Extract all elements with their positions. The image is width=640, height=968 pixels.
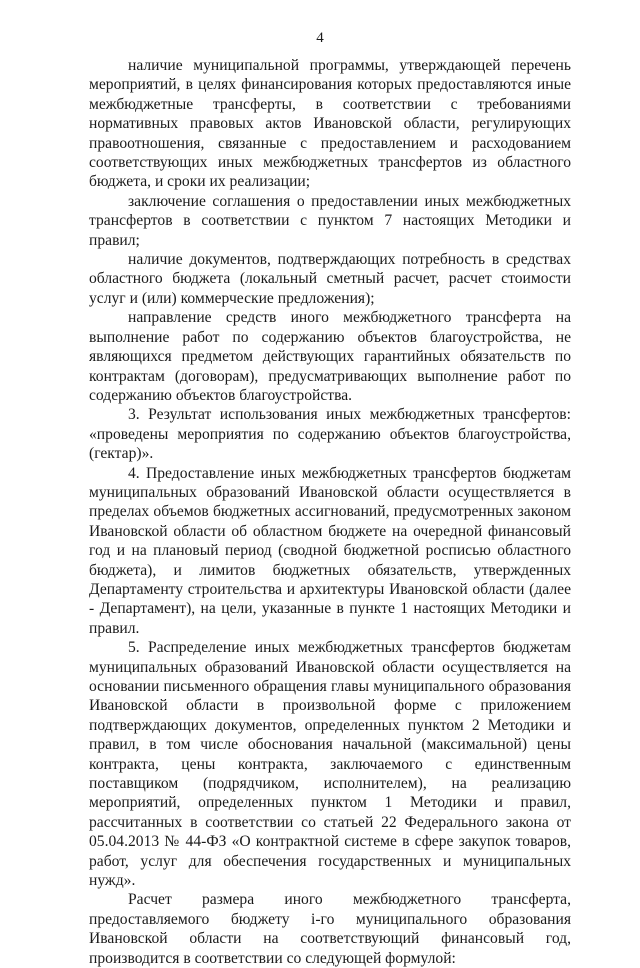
paragraph-calculation-intro: Расчет размера иного межбюджетного трансферта, предоставляемого бюджету i-го муниципального образования Ивановской области на соответствующий финансовый год, производится в соответствии со следующей формулой: <box>89 891 571 967</box>
paragraph-funds-direction: направление средств иного межбюджетного трансферта на выполнение работ по содержанию объектов благоустройства, не являющихся предметом действующих гарантийных обязательств по контрактам (договорам), предусматривающих выполнение работ по содержанию объектов благоустройства. <box>89 309 571 404</box>
document-body <box>89 56 571 968</box>
paragraph-item-4-provision: 4. Предоставление иных межбюджетных трансфертов бюджетам муниципальных образований Ивановской области осуществляется в пределах объемов бюджетных ассигнований, предусмотренных законом Ивановской области об областном бюджете на очередной финансовый год и на плановый период (сводной бюджетной росписью областного бюджета), и лимитов бюджетных обязательств, утвержденных Департаменту строительства и архитектуры Ивановской области (далее - Департамент), на цели, указанные в пункте 1 настоящих Методики и правил. <box>89 464 571 637</box>
paragraph-item-5-distribution: 5. Распределение иных межбюджетных трансфертов бюджетам муниципальных образований Ивановской области осуществляется на основании письменного обращения главы муниципального образования Ивановской области в произвольной форме с приложением подтверждающих документов, определенных пунктом 2 Методики и правил, в том числе обоснования начальной (максимальной) цены контракта, цены контракта, заключаемого с единственным поставщиком (подрядчиком, исполнителем), на реализацию мероприятий, определенных пунктом 1 Методики и правил, рассчитанных в соответствии со статьей 22 Федерального закона от 05.04.2013 № 44-ФЗ «О контрактной системе в сфере закупок товаров, работ, услуг для обеспечения государственных и муниципальных нужд». <box>89 639 571 890</box>
paragraph-agreement-requirement: заключение соглашения о предоставлении иных межбюджетных трансфертов в соответствии с пунктом 7 настоящих Методики и правил; <box>89 192 571 249</box>
paragraph-item-3-result: 3. Результат использования иных межбюджетных трансфертов: «проведены мероприятия по содержанию объектов благоустройства, (гектар)». <box>89 406 571 463</box>
page-number: 4 <box>316 30 324 46</box>
paragraph-program-requirement: наличие муниципальной программы, утверждающей перечень мероприятий, в целях финансирования которых предоставляются иные межбюджетные трансферты, в соответствии с требованиями нормативных правовых актов Ивановской области, регулирующих правоотношения, связанные с предоставлением и расходованием соответствующих иных межбюджетных трансфертов из областного бюджета, и сроки их реализации; <box>89 57 571 191</box>
paragraph-documents-requirement: наличие документов, подтверждающих потребность в средствах областного бюджета (локальный сметный расчет, расчет стоимости услуг и (или) коммерческие предложения); <box>89 251 571 307</box>
